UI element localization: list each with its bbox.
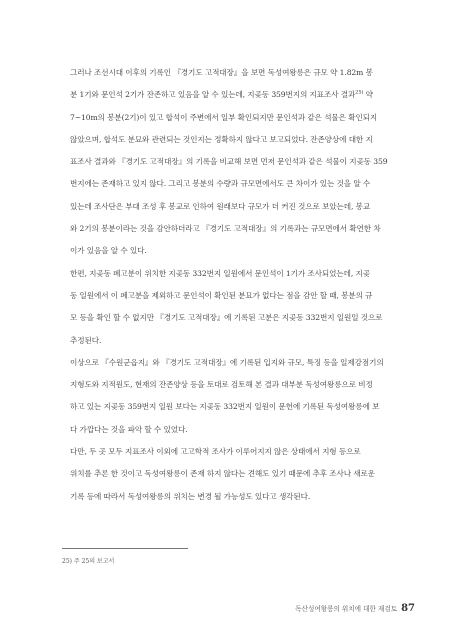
text-line: 하고 있는 지곶동 359번지 일원 보다는 지곶동 332번지 일원이 문헌에 기록된 독성여왕릉에 보: [70, 402, 380, 412]
text-line: 기록 등에 따라서 독성여왕릉의 위치는 변경 될 가능성도 있다고 생각된다.: [70, 491, 311, 501]
text-line: 않았으며, 합석도 분묘와 관련되는 것인지는 정확하지 않다고 보고되었다. 잔존양상에 대한 지: [70, 134, 373, 144]
footnote-reference[interactable]: 25): [355, 89, 364, 96]
text-line: 지형도와 지적원도, 현재의 잔존양상 등을 토대로 검토해 본 결과 대부분 독성여왕릉으로 비정: [70, 380, 373, 390]
text-line: 7~10m의 봉분(2기)이 있고 합석이 주변에서 일부 확인되지만 문인석과 같은 석물은 확인되지: [70, 112, 378, 122]
footnote-divider: [62, 548, 188, 549]
text-line: 추정된다.: [70, 335, 102, 345]
text-line: 번지에는 존재하고 있지 않다. 그리고 봉분의 수량과 규모면에서도 큰 차이가 있는 것을 알 수: [70, 179, 371, 189]
text-line: 위치를 추론 한 것이고 독성여왕릉이 존재 하지 않다는 견해도 있기 때문에 추후 조사나 새로운: [70, 469, 376, 479]
text-line: 동 일원에서 이 폐고분을 제외하고 문인석이 확인된 분묘가 없다는 점을 감안 할 때, 봉분의 규: [70, 290, 373, 300]
text-line: 와 2기의 봉분이라는 것을 감안하더라고 『경기도 고적대장』의 기록과는 규모면에서 확연한 차: [70, 224, 381, 234]
text-line: 이상으로 『수원군읍지』와 『경기도 고적대장』에 기록된 입지와 규모, 특징 등을 일제강점기의: [70, 357, 384, 367]
paragraph-3: [62, 352, 412, 441]
footnote: 25) 주 25의 보고서: [62, 558, 115, 565]
paragraph-4: [62, 441, 412, 508]
text-line: [62, 84, 412, 106]
text-line: 모 등을 확인 할 수 없지만 『경기도 고적대장』에 기록된 고분은 지곶동 332번지 일원일 것으로: [70, 313, 383, 323]
text-line: 이가 있음을 알 수 있다.: [70, 246, 147, 256]
text-line-segment: 분 1기와 문인석 2기가 잔존하고 있음을 알 수 있는데, 지곶동 359번지의 지표조사 결과: [70, 90, 356, 100]
body-text: [62, 62, 412, 508]
text-line: 한편, 지곶동 폐고분이 위치한 지곶동 332번지 일원에서 문인석이 1기가 조사되었는데, 지곶: [70, 268, 370, 278]
running-footer: [250, 603, 415, 614]
text-line: 그러나 조선시대 이후의 기록인 『경기도 고적대장』을 보면 독성여왕릉은 규모 약 1.82m 봉: [70, 68, 373, 77]
paragraph-2: [62, 263, 412, 352]
text-line-segment: 약: [363, 90, 373, 100]
text-line: 있는데 조사단은 부대 조성 후 봉교로 인하여 원래보다 규모가 더 커진 것으로 보았는데, 봉교: [70, 201, 371, 211]
text-line: 다만, 두 곳 모두 지표조사 이외에 고고학적 조사가 이루어지지 않은 상태에서 지형 등으로: [70, 447, 361, 457]
page-number: 87: [401, 603, 415, 614]
text-line: 다 가깝다는 것을 파악 할 수 있었다.: [70, 424, 188, 434]
paragraph-1: [62, 62, 412, 263]
text-line: 표조사 결과와 『경기도 고적대장』의 기록을 비교해 보면 먼저 문인석과 같은 석물이 지곶동 359: [70, 157, 388, 167]
running-title: 독산성여왕릉의 위치에 대한 재검토: [295, 605, 398, 613]
